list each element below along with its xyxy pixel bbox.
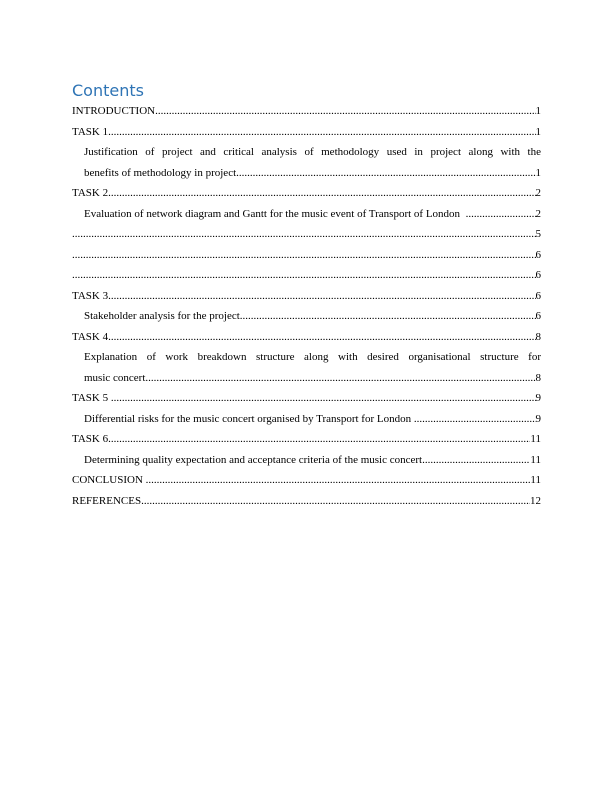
toc-entry-quality[interactable] xyxy=(72,450,541,471)
toc-entry-task-5[interactable] xyxy=(72,388,541,409)
toc-leader xyxy=(466,204,536,225)
toc-leader xyxy=(240,306,536,327)
toc-entry-stakeholder[interactable] xyxy=(72,306,541,327)
toc-entry-text-first-line: Justification of project and critical analysis of methodology used in project along with the xyxy=(84,146,541,158)
toc-leader xyxy=(72,265,536,286)
toc-page-number: 12 xyxy=(530,494,541,507)
toc-leader xyxy=(236,163,535,184)
toc-entry-task-1[interactable] xyxy=(72,122,541,143)
toc-entry-task-4[interactable] xyxy=(72,327,541,348)
toc-entry-references[interactable] xyxy=(72,491,541,512)
toc-leader xyxy=(414,409,536,430)
toc-page-number: 11 xyxy=(530,433,541,445)
toc-page-number: 1 xyxy=(535,166,541,179)
toc-heading: Contents xyxy=(72,81,144,100)
toc-page-number: 1 xyxy=(535,125,541,138)
toc-entry-text: INTRODUCTION xyxy=(72,105,156,117)
toc-entry-text: Determining quality expectation and acceptance criteria of the music concert xyxy=(84,453,423,466)
toc-entry-text: TASK 1 xyxy=(72,125,109,138)
toc-entry-task-6[interactable] xyxy=(72,429,541,450)
toc-leader xyxy=(145,368,535,389)
toc-page-number: 6 xyxy=(535,310,541,322)
toc-entry-conclusion[interactable] xyxy=(72,470,541,491)
toc-entry-task-2[interactable] xyxy=(72,183,541,204)
toc-leader xyxy=(108,122,535,143)
toc-entry-wbs[interactable] xyxy=(72,347,541,388)
toc-page-number: 2 xyxy=(535,187,541,199)
toc-entry-blank-6a[interactable] xyxy=(72,245,541,266)
toc-entry-text: TASK 6 xyxy=(72,433,109,445)
toc-page-number: 9 xyxy=(535,412,541,425)
toc-entry-task-3[interactable] xyxy=(72,286,541,307)
toc-leader xyxy=(422,450,530,471)
toc-entry-justification[interactable] xyxy=(72,142,541,183)
toc-entry-text: TASK 5 xyxy=(72,392,111,404)
toc-page-number: 6 xyxy=(535,248,541,261)
toc-page-number: 8 xyxy=(535,371,541,384)
toc-entry-text: Evaluation of network diagram and Gantt for the music event of Transport of London xyxy=(84,207,466,220)
toc-entry-text: benefits of methodology in project xyxy=(84,166,237,179)
toc-page-number: 6 xyxy=(535,269,541,281)
toc-entry-text: REFERENCES xyxy=(72,494,142,507)
toc-entry-text: TASK 2 xyxy=(72,187,109,199)
toc-page-number: 11 xyxy=(530,453,541,466)
toc-leader xyxy=(108,183,535,204)
toc-entry-blank-5[interactable] xyxy=(72,224,541,245)
toc-leader xyxy=(155,101,535,122)
toc-page-number: 2 xyxy=(535,207,541,220)
toc-entry-text: CONCLUSION xyxy=(72,474,146,486)
toc-entry-text-first-line: Explanation of work breakdown structure along with desired organisational structure for xyxy=(84,351,541,363)
toc-page-number: 8 xyxy=(535,330,541,343)
toc-leader xyxy=(108,286,535,307)
toc-entry-introduction[interactable] xyxy=(72,101,541,122)
toc-page-number: 5 xyxy=(535,228,541,240)
toc-page-number: 1 xyxy=(535,105,541,117)
toc-leader xyxy=(108,327,535,348)
toc-leader xyxy=(72,224,536,245)
toc-page-number: 6 xyxy=(535,289,541,302)
toc-entry-risks[interactable] xyxy=(72,409,541,430)
toc-leader xyxy=(108,429,530,450)
toc-entry-blank-6b[interactable] xyxy=(72,265,541,286)
toc-leader xyxy=(72,245,536,266)
toc-page-number: 9 xyxy=(535,392,541,404)
toc-entry-network-diagram[interactable] xyxy=(72,204,541,225)
toc-entry-text: Stakeholder analysis for the project xyxy=(84,310,240,322)
toc-leader xyxy=(111,388,536,409)
toc-leader xyxy=(141,491,530,512)
table-of-contents xyxy=(72,101,541,511)
toc-page-number: 11 xyxy=(530,474,541,486)
toc-leader xyxy=(146,470,531,491)
toc-entry-text: music concert xyxy=(84,371,146,384)
toc-entry-text: Differential risks for the music concert organised by Transport for London xyxy=(84,412,414,425)
toc-entry-text: TASK 3 xyxy=(72,289,109,302)
toc-entry-text: TASK 4 xyxy=(72,330,109,343)
